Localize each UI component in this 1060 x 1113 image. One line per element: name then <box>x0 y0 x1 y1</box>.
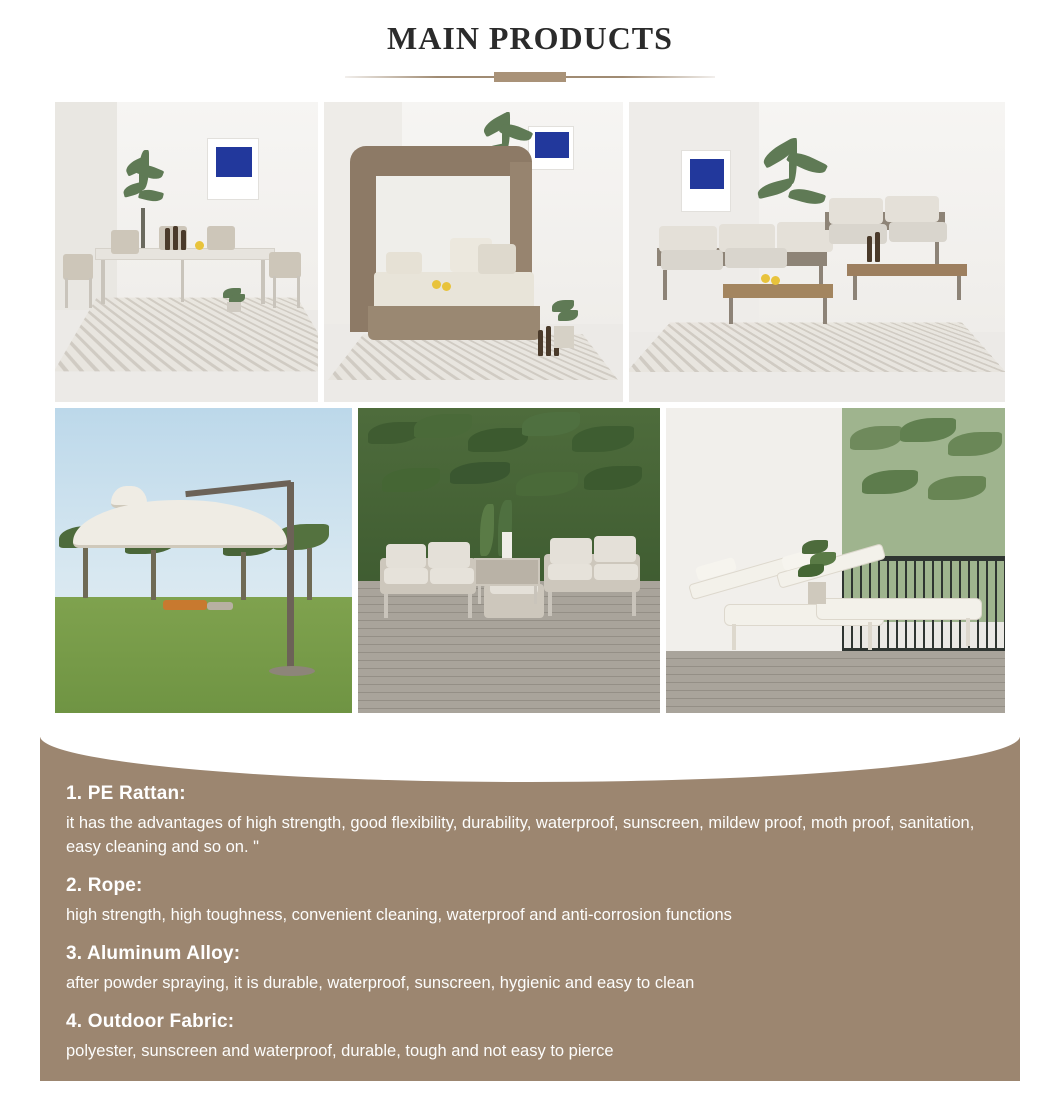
feature-text: high strength, high toughness, convenient cleaning, waterproof and anti-corrosion functions <box>66 906 732 924</box>
product-image-dining-set[interactable] <box>55 102 318 402</box>
product-image-corner-sofa[interactable] <box>629 102 1005 402</box>
gallery-row-2 <box>55 408 1005 713</box>
product-image-garden-umbrella[interactable] <box>55 408 352 713</box>
materials-panel <box>40 737 1020 1081</box>
list-item <box>66 1009 994 1063</box>
materials-list <box>40 781 1020 1063</box>
feature-text: it has the advantages of high strength, good flexibility, durability, waterproof, sunscreen, mildew proof, moth proof, sanitation, easy cleaning and so on. " <box>66 814 975 856</box>
product-image-rattan-sofa-deck[interactable] <box>358 408 659 713</box>
feature-title: 3. Aluminum Alloy: <box>66 943 241 964</box>
feature-title: 4. Outdoor Fabric: <box>66 1011 235 1032</box>
title-divider <box>345 72 715 82</box>
product-image-canopy-daybed[interactable] <box>324 102 623 402</box>
feature-text: after powder spraying, it is durable, waterproof, sunscreen, hygienic and easy to clean <box>66 974 695 992</box>
list-item <box>66 781 994 859</box>
product-image-sun-loungers[interactable] <box>666 408 1005 713</box>
list-item <box>66 941 994 995</box>
product-gallery <box>55 102 1005 713</box>
divider-block <box>494 72 566 82</box>
feature-title: 2. Rope: <box>66 875 143 896</box>
page-title: MAIN PRODUCTS <box>387 20 673 56</box>
list-item <box>66 873 994 927</box>
panel-top-curve <box>40 736 1020 782</box>
page-header <box>0 0 1060 82</box>
gallery-row-1 <box>55 102 1005 402</box>
feature-title: 1. PE Rattan: <box>66 783 186 804</box>
feature-text: polyester, sunscreen and waterproof, durable, tough and not easy to pierce <box>66 1042 614 1060</box>
